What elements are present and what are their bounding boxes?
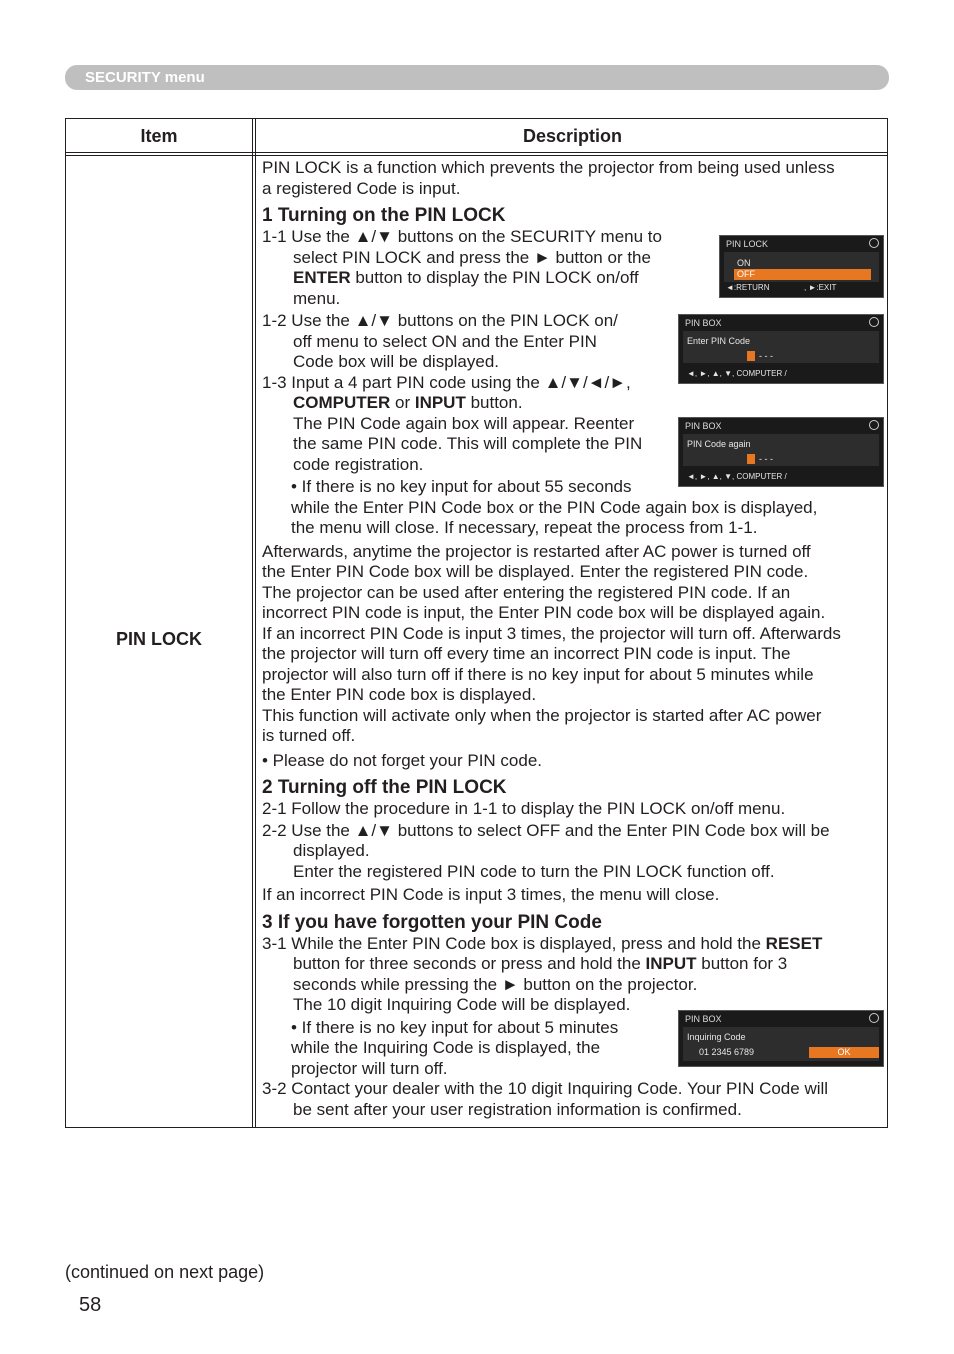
section-header-title: SECURITY menu — [85, 69, 205, 86]
step-text: 3-1 While the Enter PIN Code box is displayed, press and hold the — [262, 933, 766, 953]
osd-ok-button: OK — [809, 1047, 879, 1058]
gear-icon — [869, 1013, 879, 1023]
gear-icon — [869, 420, 879, 430]
osd-label: Enter PIN Code — [687, 336, 751, 346]
description-cell — [262, 158, 882, 1120]
step-1-1-cont: menu. — [293, 288, 341, 308]
header-rule-double — [66, 155, 887, 156]
step-2-2: 2-2 Use the ▲/▼ buttons to select OFF and the Enter PIN Code box will be — [262, 820, 830, 840]
step-1-2-cont: Code box will be displayed. — [293, 352, 500, 371]
step-text: button. — [465, 393, 523, 412]
enter-key-label: ENTER — [293, 268, 351, 287]
osd-inquiring-code: 01 2345 6789 — [699, 1047, 755, 1057]
column-divider-inner — [255, 119, 256, 1127]
step-1-3-cont: The PIN Code again box will appear. Reenter — [293, 413, 635, 433]
step-1-2-cont: off menu to select ON and the Enter PIN — [293, 331, 597, 351]
note-cont: while the Inquiring Code is displayed, the — [291, 1038, 601, 1057]
step-2-note: If an incorrect PIN Code is input 3 times, the menu will close. — [262, 885, 720, 904]
intro-line: PIN LOCK is a function which prevents the projector from being used unless — [262, 158, 835, 177]
column-divider — [252, 119, 253, 1127]
para-line: If an incorrect PIN Code is input 3 times, the projector will turn off. Afterwards — [262, 623, 841, 643]
step-1-3-cont: code registration. — [293, 454, 424, 474]
step-1-1: 1-1 Use the ▲/▼ buttons on the SECURITY menu to — [262, 227, 662, 246]
note-cont: projector will turn off. — [291, 1058, 448, 1078]
step-1-3: 1-3 Input a 4 part PIN code using the ▲/▼/◄/►, — [262, 372, 631, 392]
osd-title: PIN BOX — [685, 318, 722, 328]
reset-key-label: RESET — [765, 933, 823, 953]
osd-pin-lock-menu — [719, 235, 884, 298]
item-name-pin-lock: PIN LOCK — [115, 629, 202, 649]
note-bullet: • If there is no key input for about 55 seconds — [291, 477, 632, 496]
note-cont: the menu will close. If necessary, repeat the process from 1-1. — [291, 518, 758, 537]
section-header-bar — [65, 65, 889, 90]
column-header-description: Description — [522, 126, 623, 146]
para-line: the projector will turn off every time an incorrect PIN code is input. The — [262, 644, 791, 663]
gear-icon — [869, 238, 879, 248]
osd-label: Inquiring Code — [687, 1032, 746, 1042]
para-line: the Enter PIN Code box will be displayed. Enter the registered PIN code. — [262, 562, 809, 581]
gear-icon — [869, 317, 879, 327]
osd-cursor — [747, 454, 755, 464]
para-line: The projector can be used after entering the registered PIN code. If an — [262, 582, 791, 602]
para-line: is turned off. — [262, 726, 356, 745]
osd-pin-again-box — [678, 417, 884, 487]
osd-inquiring-code-box — [678, 1010, 884, 1067]
step-text: or — [390, 393, 415, 412]
continued-note: (continued on next page) — [65, 1262, 265, 1282]
step-1-3-cont: the same PIN code. This will complete the PIN — [293, 434, 643, 453]
section-2-title: 2 Turning off the PIN LOCK — [262, 777, 507, 798]
step-2-2-cont: Enter the registered PIN code to turn the PIN LOCK function off. — [293, 861, 775, 881]
osd-exit-hint: , ►:EXIT — [804, 283, 837, 292]
osd-return-text: RETURN — [736, 283, 770, 292]
note-cont: while the Enter PIN Code box or the PIN Code again box is displayed, — [291, 497, 818, 517]
para-line: incorrect PIN code is input, the Enter PIN code box will be displayed again. — [262, 603, 826, 622]
osd-return-hint: ◄:RETURN — [726, 283, 770, 292]
step-3-2: 3-2 Contact your dealer with the 10 digit Inquiring Code. Your PIN Code will — [262, 1079, 829, 1098]
osd-option-off: OFF — [737, 269, 755, 279]
header-rule — [66, 152, 887, 153]
osd-code: - - - — [759, 351, 773, 361]
osd-title: PIN LOCK — [726, 239, 769, 249]
para-line: projector will also turn off if there is no key input for about 5 minutes while — [262, 664, 814, 684]
step-text: button for three seconds or press and hold the — [293, 954, 646, 973]
step-3-1-cont — [262, 954, 882, 975]
section-1-title: 1 Turning on the PIN LOCK — [262, 205, 506, 226]
step-2-1: 2-1 Follow the procedure in 1-1 to display the PIN LOCK on/off menu. — [262, 799, 786, 818]
osd-keys-hint: ◄, ►, ▲, ▼, COMPUTER / — [687, 472, 787, 481]
step-1-2: 1-2 Use the ▲/▼ buttons on the PIN LOCK on/ — [262, 311, 618, 330]
step-2-2-cont: displayed. — [293, 841, 370, 860]
osd-title: PIN BOX — [685, 421, 722, 431]
input-key-label: INPUT — [645, 954, 697, 973]
osd-option-on: ON — [737, 258, 751, 268]
para-line: Afterwards, anytime the projector is restarted after AC power is turned off — [262, 541, 811, 561]
step-1-3-cont — [262, 393, 713, 414]
step-3-1 — [262, 934, 882, 955]
forget-note: • Please do not forget your PIN code. — [262, 750, 543, 770]
intro-line: a registered Code is input. — [262, 178, 461, 198]
column-header-item: Item — [140, 126, 178, 146]
para-line: the Enter PIN code box is displayed. — [262, 685, 537, 704]
para-line: This function will activate only when the projector is started after AC power — [262, 705, 822, 725]
input-key-label: INPUT — [414, 393, 466, 412]
osd-title: PIN BOX — [685, 1014, 722, 1024]
section-3-title: 3 If you have forgotten your PIN Code — [262, 911, 602, 933]
osd-keys-hint: ◄, ►, ▲, ▼, COMPUTER / — [687, 369, 787, 378]
osd-code: - - - — [759, 454, 773, 464]
osd-cursor — [747, 351, 755, 361]
step-3-1-cont: seconds while pressing the ► button on the projector. — [293, 974, 698, 994]
osd-exit-text: EXIT — [818, 283, 837, 292]
step-text: button to display the PIN LOCK on/off — [350, 268, 639, 287]
note-bullet: • If there is no key input for about 5 minutes — [291, 1017, 619, 1037]
osd-enter-pin-box — [678, 314, 884, 384]
step-text: button for 3 — [696, 954, 788, 973]
step-1-1-cont — [262, 268, 713, 289]
osd-label: PIN Code again — [687, 439, 751, 449]
afterwards-paragraph — [262, 542, 882, 747]
step-3-1-cont: The 10 digit Inquiring Code will be displayed. — [293, 995, 631, 1014]
step-3-2-cont: be sent after your user registration information is confirmed. — [293, 1099, 742, 1119]
page-number: 58 — [79, 1294, 102, 1316]
computer-key-label: COMPUTER — [293, 393, 391, 412]
step-1-1-cont: select PIN LOCK and press the ► button or the — [293, 247, 651, 267]
